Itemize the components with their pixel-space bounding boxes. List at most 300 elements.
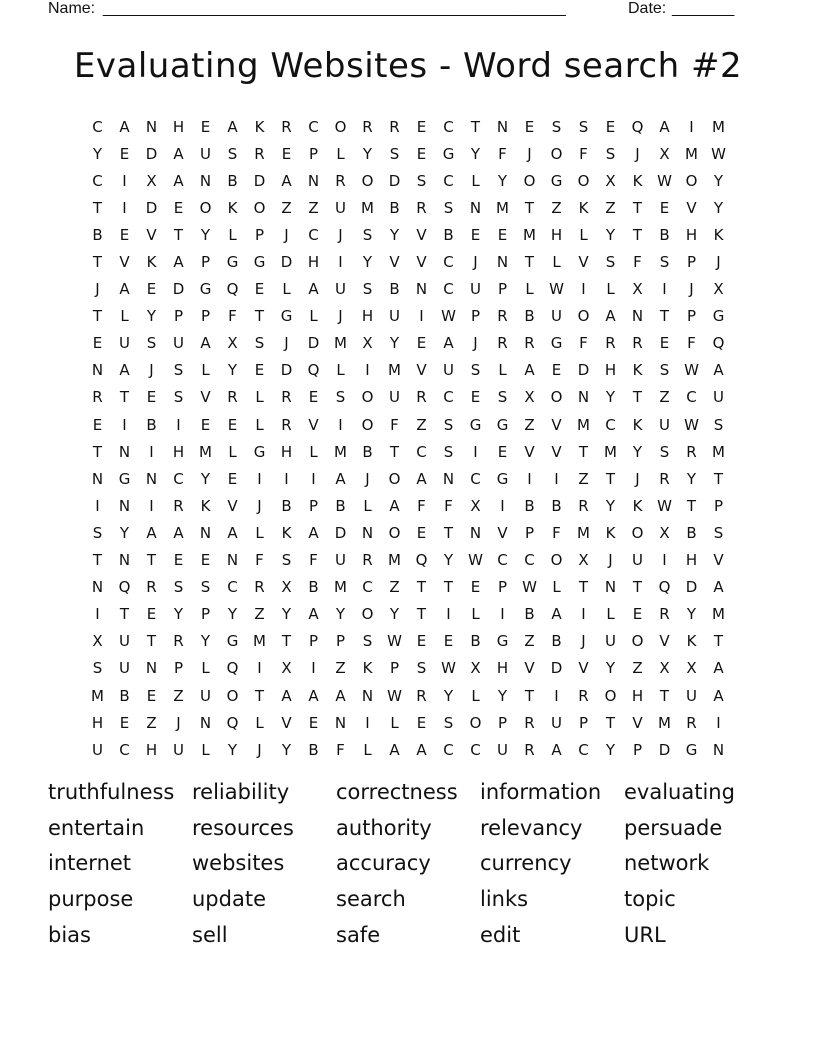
grid-letter[interactable]: V xyxy=(497,523,508,542)
grid-letter[interactable]: Y xyxy=(470,144,481,163)
grid-letter[interactable]: L xyxy=(309,442,318,461)
grid-letter[interactable]: A xyxy=(173,523,184,542)
grid-letter[interactable]: K xyxy=(578,198,589,217)
grid-letter[interactable]: S xyxy=(443,442,454,461)
grid-letter[interactable]: C xyxy=(92,171,103,190)
grid-letter[interactable]: X xyxy=(281,659,292,678)
grid-letter[interactable]: D xyxy=(172,280,185,299)
grid-letter[interactable]: Y xyxy=(227,361,238,380)
grid-letter[interactable]: E xyxy=(605,117,616,136)
grid-letter[interactable]: L xyxy=(552,578,561,597)
grid-letter[interactable]: S xyxy=(362,225,373,244)
grid-letter[interactable]: L xyxy=(525,280,534,299)
grid-letter[interactable]: X xyxy=(686,659,697,678)
grid-letter[interactable]: S xyxy=(362,632,373,651)
grid-letter[interactable]: O xyxy=(226,686,239,705)
grid-letter[interactable]: R xyxy=(659,605,670,624)
grid-letter[interactable]: U xyxy=(92,740,103,759)
grid-letter[interactable]: S xyxy=(416,659,427,678)
grid-letter[interactable]: R xyxy=(335,171,346,190)
grid-letter[interactable]: P xyxy=(524,523,535,542)
grid-letter[interactable]: N xyxy=(334,713,347,732)
grid-letter[interactable]: T xyxy=(578,578,589,597)
grid-letter[interactable]: Y xyxy=(173,605,184,624)
grid-letter[interactable]: T xyxy=(632,225,643,244)
grid-letter[interactable]: N xyxy=(361,523,374,542)
grid-letter[interactable]: U xyxy=(335,198,346,217)
grid-letter[interactable]: A xyxy=(200,334,211,353)
grid-letter[interactable]: U xyxy=(389,388,400,407)
grid-letter[interactable]: V xyxy=(281,713,292,732)
grid-letter[interactable]: Y xyxy=(227,740,238,759)
grid-letter[interactable]: E xyxy=(92,334,103,353)
grid-letter[interactable]: T xyxy=(605,713,616,732)
grid-letter[interactable]: Z xyxy=(173,686,184,705)
grid-letter[interactable]: I xyxy=(338,253,343,272)
grid-letter[interactable]: E xyxy=(227,469,238,488)
grid-letter[interactable]: M xyxy=(577,523,590,542)
grid-letter[interactable]: S xyxy=(443,415,454,434)
grid-letter[interactable]: S xyxy=(173,361,184,380)
grid-letter[interactable]: L xyxy=(363,740,372,759)
grid-letter[interactable]: F xyxy=(498,144,507,163)
grid-letter[interactable]: O xyxy=(361,415,374,434)
grid-letter[interactable]: S xyxy=(281,551,292,570)
grid-letter[interactable]: T xyxy=(119,605,130,624)
grid-letter[interactable]: A xyxy=(443,334,454,353)
grid-letter[interactable]: T xyxy=(92,253,103,272)
grid-letter[interactable]: I xyxy=(311,469,316,488)
grid-letter[interactable]: U xyxy=(551,713,562,732)
grid-letter[interactable]: X xyxy=(524,388,535,407)
grid-letter[interactable]: M xyxy=(523,225,536,244)
grid-letter[interactable]: P xyxy=(200,307,211,326)
grid-letter[interactable]: L xyxy=(255,713,264,732)
grid-letter[interactable]: M xyxy=(712,442,725,461)
grid-letter[interactable]: B xyxy=(659,225,670,244)
grid-letter[interactable]: P xyxy=(254,225,265,244)
grid-letter[interactable]: Y xyxy=(389,334,400,353)
grid-letter[interactable]: W xyxy=(684,415,699,434)
name-field[interactable]: ____________________________________________________ xyxy=(103,0,566,17)
grid-letter[interactable]: A xyxy=(713,578,724,597)
grid-letter[interactable]: T xyxy=(713,632,724,651)
grid-letter[interactable]: F xyxy=(390,415,399,434)
grid-letter[interactable]: Z xyxy=(524,415,535,434)
grid-letter[interactable]: R xyxy=(416,198,427,217)
grid-letter[interactable]: H xyxy=(685,225,698,244)
grid-letter[interactable]: X xyxy=(632,280,643,299)
grid-letter[interactable]: E xyxy=(119,713,130,732)
grid-letter[interactable]: J xyxy=(527,144,532,163)
grid-letter[interactable]: M xyxy=(388,361,401,380)
grid-letter[interactable]: R xyxy=(281,415,292,434)
grid-letter[interactable]: C xyxy=(416,442,427,461)
grid-letter[interactable]: B xyxy=(524,496,535,515)
grid-letter[interactable]: M xyxy=(334,442,347,461)
grid-letter[interactable]: O xyxy=(361,605,374,624)
grid-letter[interactable]: A xyxy=(659,117,670,136)
grid-letter[interactable]: Q xyxy=(631,117,644,136)
grid-letter[interactable]: I xyxy=(662,551,667,570)
grid-letter[interactable]: Z xyxy=(146,713,157,732)
grid-letter[interactable]: R xyxy=(524,334,535,353)
grid-letter[interactable]: Z xyxy=(605,198,616,217)
grid-letter[interactable]: P xyxy=(308,144,319,163)
grid-letter[interactable]: G xyxy=(280,307,293,326)
grid-letter[interactable]: X xyxy=(227,334,238,353)
grid-letter[interactable]: E xyxy=(227,415,238,434)
grid-letter[interactable]: C xyxy=(443,280,454,299)
grid-letter[interactable]: C xyxy=(578,740,589,759)
grid-letter[interactable]: K xyxy=(254,117,265,136)
grid-letter[interactable]: L xyxy=(309,307,318,326)
grid-letter[interactable]: N xyxy=(91,578,104,597)
grid-letter[interactable]: B xyxy=(551,496,562,515)
grid-letter[interactable]: L xyxy=(363,496,372,515)
grid-letter[interactable]: B xyxy=(227,171,238,190)
grid-letter[interactable]: R xyxy=(686,442,697,461)
grid-letter[interactable]: P xyxy=(578,713,589,732)
grid-letter[interactable]: E xyxy=(551,361,562,380)
grid-letter[interactable]: K xyxy=(146,253,157,272)
grid-letter[interactable]: C xyxy=(443,740,454,759)
grid-letter[interactable]: S xyxy=(659,253,670,272)
grid-letter[interactable]: I xyxy=(554,469,559,488)
grid-letter[interactable]: N xyxy=(199,713,212,732)
grid-letter[interactable]: Q xyxy=(415,551,428,570)
grid-letter[interactable]: L xyxy=(336,361,345,380)
grid-letter[interactable]: S xyxy=(254,334,265,353)
grid-letter[interactable]: M xyxy=(361,198,374,217)
grid-letter[interactable]: B xyxy=(308,740,319,759)
grid-letter[interactable]: M xyxy=(199,442,212,461)
grid-letter[interactable]: Y xyxy=(227,605,238,624)
grid-letter[interactable]: E xyxy=(200,551,211,570)
grid-letter[interactable]: S xyxy=(443,713,454,732)
grid-letter[interactable]: H xyxy=(550,225,563,244)
grid-letter[interactable]: D xyxy=(334,523,347,542)
grid-letter[interactable]: V xyxy=(416,361,427,380)
grid-letter[interactable]: N xyxy=(199,171,212,190)
grid-letter[interactable]: A xyxy=(173,171,184,190)
grid-letter[interactable]: C xyxy=(524,551,535,570)
grid-letter[interactable]: L xyxy=(255,415,264,434)
grid-letter[interactable]: N xyxy=(631,307,644,326)
grid-letter[interactable]: E xyxy=(416,713,427,732)
grid-letter[interactable]: S xyxy=(551,117,562,136)
grid-letter[interactable]: E xyxy=(146,280,157,299)
grid-letter[interactable]: P xyxy=(173,659,184,678)
grid-letter[interactable]: M xyxy=(712,117,725,136)
grid-letter[interactable]: G xyxy=(496,632,509,651)
grid-letter[interactable]: M xyxy=(604,442,617,461)
grid-letter[interactable]: W xyxy=(549,280,564,299)
grid-letter[interactable]: K xyxy=(281,523,292,542)
grid-letter[interactable]: X xyxy=(362,334,373,353)
grid-letter[interactable]: U xyxy=(173,740,184,759)
grid-letter[interactable]: I xyxy=(311,659,316,678)
grid-letter[interactable]: E xyxy=(281,144,292,163)
grid-letter[interactable]: N xyxy=(361,686,374,705)
grid-letter[interactable]: T xyxy=(146,632,157,651)
grid-letter[interactable]: I xyxy=(284,469,289,488)
grid-letter[interactable]: E xyxy=(200,415,211,434)
grid-letter[interactable]: E xyxy=(146,388,157,407)
grid-letter[interactable]: Y xyxy=(686,469,697,488)
grid-letter[interactable]: I xyxy=(581,605,586,624)
grid-letter[interactable]: J xyxy=(338,307,343,326)
grid-letter[interactable]: B xyxy=(524,307,535,326)
grid-letter[interactable]: G xyxy=(496,469,509,488)
grid-letter[interactable]: K xyxy=(632,415,643,434)
grid-letter[interactable]: N xyxy=(199,523,212,542)
grid-letter[interactable]: C xyxy=(443,253,454,272)
grid-letter[interactable]: R xyxy=(686,713,697,732)
grid-letter[interactable]: P xyxy=(389,659,400,678)
grid-letter[interactable]: V xyxy=(551,415,562,434)
grid-letter[interactable]: E xyxy=(497,442,508,461)
grid-letter[interactable]: E xyxy=(254,361,265,380)
grid-letter[interactable]: Y xyxy=(281,605,292,624)
grid-letter[interactable]: B xyxy=(389,198,400,217)
grid-letter[interactable]: U xyxy=(119,632,130,651)
grid-letter[interactable]: S xyxy=(173,388,184,407)
grid-letter[interactable]: B xyxy=(443,225,454,244)
grid-letter[interactable]: J xyxy=(581,632,586,651)
grid-letter[interactable]: I xyxy=(149,442,154,461)
grid-letter[interactable]: E xyxy=(416,334,427,353)
grid-letter[interactable]: Q xyxy=(712,334,725,353)
grid-letter[interactable]: Y xyxy=(281,740,292,759)
grid-letter[interactable]: B xyxy=(389,280,400,299)
grid-letter[interactable]: G xyxy=(253,253,266,272)
grid-letter[interactable]: N xyxy=(145,117,158,136)
grid-letter[interactable]: Z xyxy=(632,659,643,678)
grid-letter[interactable]: L xyxy=(255,523,264,542)
grid-letter[interactable]: I xyxy=(365,361,370,380)
grid-letter[interactable]: F xyxy=(309,551,318,570)
grid-letter[interactable]: M xyxy=(577,415,590,434)
grid-letter[interactable]: B xyxy=(281,496,292,515)
grid-letter[interactable]: X xyxy=(470,496,481,515)
grid-letter[interactable]: I xyxy=(500,605,505,624)
grid-letter[interactable]: L xyxy=(579,225,588,244)
grid-letter[interactable]: Q xyxy=(658,578,671,597)
grid-letter[interactable]: T xyxy=(524,253,535,272)
grid-letter[interactable]: C xyxy=(308,117,319,136)
grid-letter[interactable]: N xyxy=(118,442,131,461)
grid-letter[interactable]: K xyxy=(713,225,724,244)
grid-letter[interactable]: L xyxy=(336,144,345,163)
grid-letter[interactable]: N xyxy=(145,469,158,488)
grid-letter[interactable]: I xyxy=(689,117,694,136)
grid-letter[interactable]: I xyxy=(257,469,262,488)
grid-letter[interactable]: M xyxy=(685,144,698,163)
grid-letter[interactable]: V xyxy=(713,551,724,570)
grid-letter[interactable]: H xyxy=(91,713,104,732)
grid-letter[interactable]: U xyxy=(173,334,184,353)
grid-letter[interactable]: O xyxy=(685,171,698,190)
grid-letter[interactable]: E xyxy=(443,632,454,651)
grid-letter[interactable]: S xyxy=(578,117,589,136)
grid-letter[interactable]: P xyxy=(308,496,319,515)
grid-letter[interactable]: J xyxy=(95,280,100,299)
grid-letter[interactable]: I xyxy=(365,713,370,732)
grid-letter[interactable]: T xyxy=(443,523,454,542)
grid-letter[interactable]: L xyxy=(255,388,264,407)
grid-letter[interactable]: O xyxy=(550,551,563,570)
grid-letter[interactable]: W xyxy=(387,632,402,651)
grid-letter[interactable]: T xyxy=(470,117,481,136)
grid-letter[interactable]: W xyxy=(441,659,456,678)
grid-letter[interactable]: D xyxy=(280,361,293,380)
grid-letter[interactable]: W xyxy=(387,686,402,705)
grid-letter[interactable]: W xyxy=(684,361,699,380)
grid-letter[interactable]: U xyxy=(389,307,400,326)
grid-letter[interactable]: E xyxy=(146,686,157,705)
grid-letter[interactable]: P xyxy=(497,578,508,597)
grid-letter[interactable]: V xyxy=(686,198,697,217)
grid-letter[interactable]: S xyxy=(362,280,373,299)
grid-letter[interactable]: G xyxy=(226,253,239,272)
grid-letter[interactable]: G xyxy=(469,415,482,434)
grid-letter[interactable]: A xyxy=(416,740,427,759)
grid-letter[interactable]: B xyxy=(524,605,535,624)
grid-letter[interactable]: T xyxy=(92,198,103,217)
grid-letter[interactable]: R xyxy=(92,388,103,407)
grid-letter[interactable]: A xyxy=(308,605,319,624)
grid-letter[interactable]: N xyxy=(415,280,428,299)
grid-letter[interactable]: S xyxy=(389,144,400,163)
grid-letter[interactable]: W xyxy=(522,578,537,597)
grid-letter[interactable]: I xyxy=(149,496,154,515)
grid-letter[interactable]: C xyxy=(686,388,697,407)
grid-letter[interactable]: J xyxy=(338,225,343,244)
grid-letter[interactable]: X xyxy=(92,632,103,651)
grid-letter[interactable]: L xyxy=(498,361,507,380)
grid-letter[interactable]: E xyxy=(173,551,184,570)
grid-letter[interactable]: E xyxy=(470,578,481,597)
grid-letter[interactable]: J xyxy=(176,713,181,732)
grid-letter[interactable]: U xyxy=(119,334,130,353)
grid-letter[interactable]: H xyxy=(631,686,644,705)
grid-letter[interactable]: S xyxy=(416,171,427,190)
grid-letter[interactable]: H xyxy=(172,442,185,461)
grid-letter[interactable]: E xyxy=(470,388,481,407)
grid-letter[interactable]: L xyxy=(606,605,615,624)
grid-letter[interactable]: U xyxy=(200,686,211,705)
grid-letter[interactable]: S xyxy=(92,523,103,542)
grid-letter[interactable]: G xyxy=(253,442,266,461)
grid-letter[interactable]: S xyxy=(335,388,346,407)
grid-letter[interactable]: V xyxy=(524,442,535,461)
grid-letter[interactable]: T xyxy=(524,686,535,705)
grid-letter[interactable]: E xyxy=(173,198,184,217)
grid-letter[interactable]: Y xyxy=(443,551,454,570)
grid-letter[interactable]: O xyxy=(388,469,401,488)
grid-letter[interactable]: N xyxy=(226,551,239,570)
grid-letter[interactable]: F xyxy=(444,496,453,515)
grid-letter[interactable]: T xyxy=(659,307,670,326)
grid-letter[interactable]: S xyxy=(92,659,103,678)
grid-letter[interactable]: E xyxy=(308,388,319,407)
grid-letter[interactable]: U xyxy=(200,144,211,163)
grid-letter[interactable]: R xyxy=(632,334,643,353)
grid-letter[interactable]: M xyxy=(658,713,671,732)
grid-letter[interactable]: G xyxy=(550,171,563,190)
grid-letter[interactable]: I xyxy=(446,605,451,624)
grid-letter[interactable]: F xyxy=(228,307,237,326)
grid-letter[interactable]: L xyxy=(228,442,237,461)
grid-letter[interactable]: J xyxy=(284,334,289,353)
grid-letter[interactable]: C xyxy=(470,469,481,488)
grid-letter[interactable]: T xyxy=(713,469,724,488)
grid-letter[interactable]: I xyxy=(122,198,127,217)
grid-letter[interactable]: C xyxy=(443,388,454,407)
grid-letter[interactable]: E xyxy=(632,605,643,624)
grid-letter[interactable]: A xyxy=(119,117,130,136)
grid-letter[interactable]: O xyxy=(631,523,644,542)
grid-letter[interactable]: S xyxy=(605,253,616,272)
grid-letter[interactable]: O xyxy=(604,686,617,705)
grid-letter[interactable]: K xyxy=(632,361,643,380)
grid-letter[interactable]: P xyxy=(470,307,481,326)
grid-letter[interactable]: O xyxy=(253,198,266,217)
grid-letter[interactable]: A xyxy=(119,280,130,299)
grid-letter[interactable]: P xyxy=(632,740,643,759)
grid-letter[interactable]: A xyxy=(335,469,346,488)
grid-letter[interactable]: C xyxy=(173,469,184,488)
grid-letter[interactable]: E xyxy=(119,144,130,163)
grid-letter[interactable]: S xyxy=(173,578,184,597)
grid-letter[interactable]: G xyxy=(712,307,725,326)
grid-letter[interactable]: T xyxy=(632,578,643,597)
grid-letter[interactable]: Z xyxy=(254,605,265,624)
grid-letter[interactable]: N xyxy=(118,496,131,515)
grid-letter[interactable]: K xyxy=(632,171,643,190)
grid-letter[interactable]: C xyxy=(443,171,454,190)
date-field[interactable]: _______ xyxy=(672,0,735,17)
grid-letter[interactable]: L xyxy=(606,280,615,299)
grid-letter[interactable]: H xyxy=(604,361,617,380)
grid-letter[interactable]: S xyxy=(146,334,157,353)
grid-letter[interactable]: K xyxy=(227,198,238,217)
grid-letter[interactable]: F xyxy=(687,334,696,353)
grid-letter[interactable]: J xyxy=(257,496,262,515)
grid-letter[interactable]: A xyxy=(173,144,184,163)
grid-letter[interactable]: H xyxy=(685,551,698,570)
grid-letter[interactable]: J xyxy=(608,551,613,570)
grid-letter[interactable]: C xyxy=(362,578,373,597)
grid-letter[interactable]: C xyxy=(443,117,454,136)
grid-letter[interactable]: R xyxy=(389,117,400,136)
grid-letter[interactable]: R xyxy=(362,117,373,136)
grid-letter[interactable]: N xyxy=(469,198,482,217)
grid-letter[interactable]: R xyxy=(416,686,427,705)
grid-letter[interactable]: Y xyxy=(92,144,103,163)
grid-letter[interactable]: B xyxy=(686,523,697,542)
grid-letter[interactable]: Y xyxy=(389,605,400,624)
grid-letter[interactable]: A xyxy=(389,496,400,515)
grid-letter[interactable]: S xyxy=(659,361,670,380)
grid-letter[interactable]: U xyxy=(686,686,697,705)
grid-letter[interactable]: T xyxy=(92,442,103,461)
grid-letter[interactable]: T xyxy=(443,578,454,597)
grid-letter[interactable]: J xyxy=(284,225,289,244)
grid-letter[interactable]: R xyxy=(254,144,265,163)
grid-letter[interactable]: Z xyxy=(308,198,319,217)
